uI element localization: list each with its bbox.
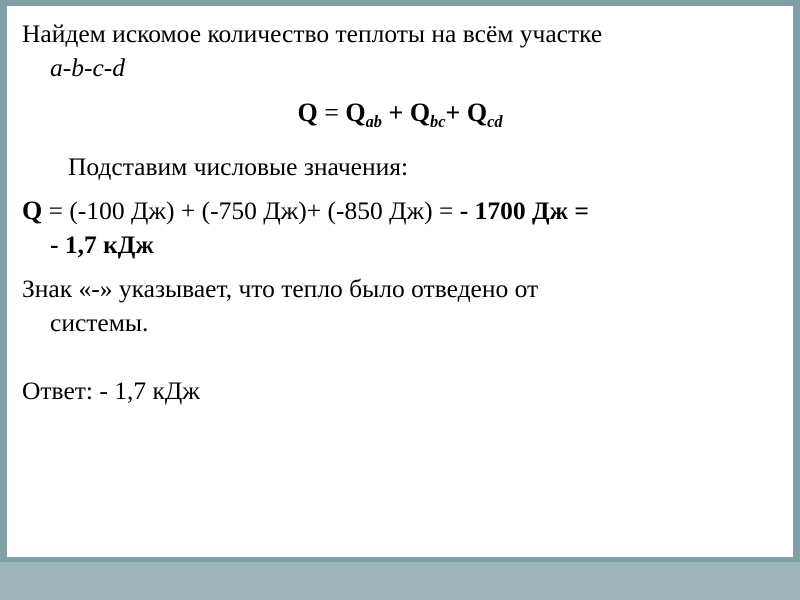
slide-border-left — [0, 0, 7, 600]
spacer-1 — [22, 86, 778, 96]
calculation-q: Q — [22, 196, 43, 226]
spacer-3 — [22, 185, 778, 195]
text-line-answer — [22, 375, 778, 407]
formula-term-cd-base: Q — [466, 98, 488, 127]
formula-term-cd — [466, 98, 503, 132]
formula-equals: = — [324, 98, 339, 127]
formula-term-ab — [345, 98, 382, 132]
calculation-result: - 1700 Дж = — [459, 196, 589, 226]
slide-border-right — [793, 0, 800, 600]
spacer-4 — [22, 263, 778, 273]
slide-border-top — [0, 0, 800, 6]
text-line-note-2 — [22, 307, 778, 339]
formula-plus-2: + — [445, 98, 461, 127]
slide-content — [22, 18, 778, 528]
note-text-2: системы. — [50, 308, 149, 338]
formula-term-bc — [409, 98, 446, 132]
calculation-result-kj: - 1,7 кДж — [50, 230, 154, 260]
formula-line — [22, 96, 778, 139]
note-text-1: Знак «-» указывает, что тепло было отведено от — [22, 274, 539, 304]
formula-term-bc-base: Q — [409, 98, 431, 127]
formula-plus-1: + — [388, 98, 404, 127]
segment-label: a-b-c-d — [50, 53, 126, 82]
text-line-calculation-cont — [22, 229, 778, 261]
formula-term-ab-base: Q — [345, 98, 366, 127]
formula-term-bc-sub: bc — [430, 112, 446, 132]
formula-term-ab-sub: ab — [365, 112, 382, 132]
answer-text: Ответ: - 1,7 кДж — [22, 376, 200, 406]
text-line-note-1 — [22, 273, 778, 305]
text-line-heading — [22, 18, 778, 50]
formula-term-cd-sub: cd — [487, 112, 503, 132]
slide-footer-bar — [0, 562, 800, 600]
calculation-result-equals: = — [438, 196, 454, 226]
substitute-text: Подставим числовые значения: — [68, 152, 409, 182]
text-line-calculation — [22, 195, 778, 227]
text-line-segment-label — [22, 52, 778, 84]
text-line-substitute — [22, 151, 778, 183]
heading-text: Найдем искомое количество теплоты на всём участке — [22, 19, 603, 48]
calculation-values: = (-100 Дж) + (-750 Дж)+ (-850 Дж) — [48, 196, 433, 226]
formula-q: Q — [297, 98, 318, 127]
spacer-2 — [22, 141, 778, 151]
spacer-5 — [22, 341, 778, 375]
